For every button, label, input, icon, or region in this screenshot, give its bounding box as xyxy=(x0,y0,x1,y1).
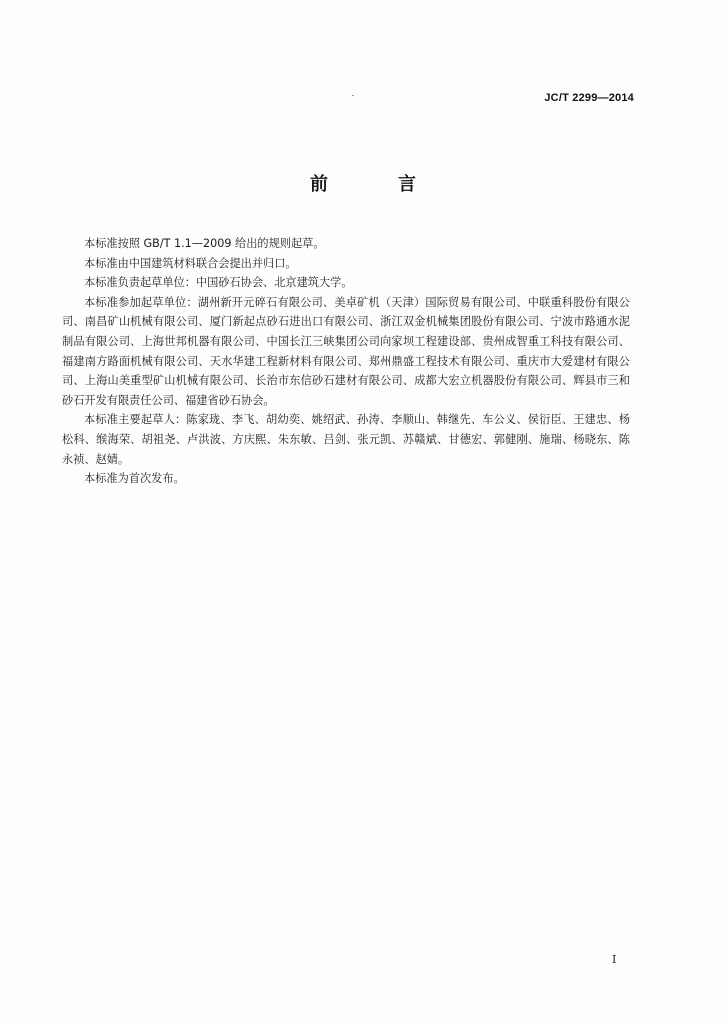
scan-speck xyxy=(352,95,354,96)
foreword-body xyxy=(62,234,630,489)
paragraph-drafting-rules: 本标准按照 GB/T 1.1—2009 给出的规则起草。 xyxy=(84,237,325,250)
paragraph-main-drafters: 本标准主要起草人：陈家珑、李飞、胡幼奕、姚绍武、孙涛、李顺山、韩继先、车公义、侯衍臣、王建忠、杨松科、缑海荣、胡祖尧、卢洪波、方庆熙、朱东敏、吕剑、张元凯、苏赣斌、甘德宏、郭健刚、施瑞、杨晓东、陈永祯、赵婧。 xyxy=(62,413,630,466)
paragraph-proposer: 本标准由中国建筑材料联合会提出并归口。 xyxy=(84,256,297,270)
page-number: I xyxy=(612,953,617,966)
page-title: 前 言 xyxy=(310,174,442,195)
paragraph-first-release: 本标准为首次发布。 xyxy=(84,472,185,486)
paragraph-lead-drafter: 本标准负责起草单位：中国砂石协会、北京建筑大学。 xyxy=(84,276,353,290)
standard-code: JC/T 2299—2014 xyxy=(544,92,634,104)
paragraph-participating-units: 本标准参加起草单位：湖州新开元碎石有限公司、美卓矿机（天津）国际贸易有限公司、中联重科股份有限公司、南昌矿山机械有限公司、厦门新起点砂石进出口有限公司、浙江双金机械集团股份有限公司、宁波市路通水泥制品有限公司、上海世邦机器有限公司、中国长江三峡集团公司向家坝工程建设部、贵州成智重工科技有限公司、福建南方路面机械有限公司、天水华建工程新材料有限公司、郑州鼎盛工程技术有限公司、重庆市大爱建材有限公司、上海山美重型矿山机械有限公司、长治市东信砂石建材有限公司、成都大宏立机器股份有限公司、辉县市三和砂石开发有限责任公司、福建省砂石协会。 xyxy=(62,295,630,407)
